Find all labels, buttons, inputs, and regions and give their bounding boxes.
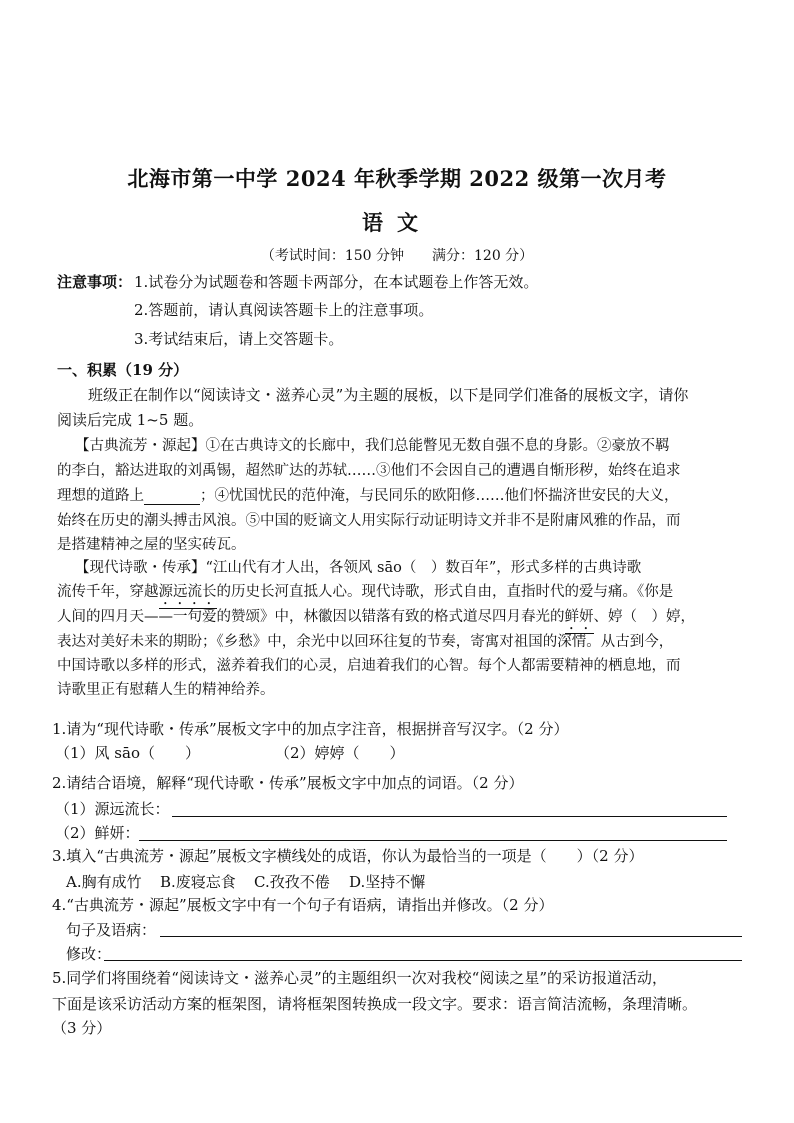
classic-line-1: 【古典流芳・源起】①在古典诗文的长廊中，我们总能瞥见无数自强不息的身影。②豪放不羁 [75, 438, 670, 454]
section-heading: 一、积累（19 分） [57, 361, 189, 379]
modern-line-3b: 、婷（ ）婷， [593, 609, 695, 625]
classic-line-3a: 理想的道路上 [57, 488, 144, 504]
modern-line-2b: 的历史长河直抵人心。现代诗歌，形式自由，直指时代的爱与痛。《你是 [216, 584, 674, 600]
q3-option-d[interactable]: D.坚持不懈 [349, 873, 426, 891]
modern-line-6: 诗歌里正有慰藉人生的精神给养。 [57, 682, 275, 698]
note-item-2: 2.答题前，请认真阅读答题卡上的注意事项。 [134, 301, 434, 319]
modern-line-3a: 人间的四月天——一句爱的赞颂》中，林徽因以错落有致的格式道尽四月春光的 [57, 609, 565, 625]
exam-title: 北海市第一中学 2024 年秋季学期 2022 级第一次月考 [127, 166, 667, 191]
note-item-1: 1.试卷分为试题卷和答题卡两部分，在本试题卷上作答无效。 [134, 273, 539, 291]
classic-line-4: 始终在历史的潮头搏击风浪。⑤中国的贬谪文人用实际行动证明诗文并非不是附庸风雅的作品，而 [57, 513, 681, 529]
q5-line-2: 下面是该采访活动方案的框架图，请将框架图转换成一段文字。要求：语言简洁流畅，条理清晰。 [52, 995, 698, 1013]
q4-answer-line-a[interactable] [160, 936, 742, 937]
q4-label-a: 句子及语病： [66, 921, 157, 939]
subject-title: 语文 [362, 210, 432, 235]
q3-option-b[interactable]: B.废寝忘食 [160, 873, 236, 891]
q1-stem: 1.请为“现代诗歌・传承”展板文字中的加点字注音，根据拼音写汉字。（2 分） [52, 720, 569, 738]
q2-answer-line-b[interactable] [139, 840, 727, 841]
q4-answer-line-b[interactable] [104, 960, 742, 961]
q3-option-c[interactable]: C.孜孜不倦 [254, 873, 330, 891]
classic-line-3 [57, 484, 679, 505]
section-intro-line2: 阅读后完成 1~5 题。 [57, 411, 204, 429]
modern-line-1: 【现代诗歌・传承】“江山代有才人出，各领风 sāo（ ）数百年”，形式多样的古典诗歌 [75, 560, 642, 576]
idiom-blank[interactable] [144, 488, 200, 505]
q4-label-b: 修改： [66, 945, 112, 963]
q1-answer-b[interactable]: （2）婷婷（ ） [275, 744, 405, 762]
q5-line-3: （3 分） [52, 1019, 112, 1037]
q2-stem: 2.请结合语境，解释“现代诗歌・传承”展板文字中加点的词语。（2 分） [52, 774, 524, 792]
q5-line-1: 5.同学们将围绕着“阅读诗文・滋养心灵”的主题组织一次对我校“阅读之星”的采访报道活动， [52, 969, 667, 987]
modern-line-4: 表达对美好未来的期盼；《乡愁》中，余光中以回环往复的节奏，寄寓对祖国的深情。从古到今， [57, 634, 674, 650]
section-intro-line1: 班级正在制作以“阅读诗文・滋养心灵”为主题的展板，以下是同学们准备的展板文字，请你 [88, 386, 689, 404]
classic-line-2: 的李白，豁达进取的刘禹锡，超然旷达的苏轼……③他们不会因自己的遭遇自惭形秽，始终在追求 [57, 463, 681, 479]
notes-label: 注意事项： [57, 273, 133, 291]
q2-label-a: （1）源远流长： [55, 800, 170, 818]
dotted-term-xianyan: 鲜妍 [565, 605, 594, 634]
q1-answer-a[interactable]: （1）风 sāo（ ） [55, 744, 200, 762]
q2-label-b: （2）鲜妍： [55, 824, 140, 842]
modern-line-5: 中国诗歌以多样的形式，滋养着我们的心灵，启迪着我们的心智。每个人都需要精神的栖息地，而 [57, 658, 681, 674]
note-item-3: 3.考试结束后，请上交答题卡。 [134, 330, 344, 348]
modern-line-2a: 流传千年，穿越 [57, 584, 159, 600]
classic-line-3b: ；④忧国忧民的范仲淹，与民同乐的欧阳修……他们怀揣济世安民的大义， [200, 488, 679, 504]
q4-stem: 4.“古典流芳・源起”展板文字中有一个句子有语病，请指出并修改。（2 分） [52, 896, 554, 914]
dotted-term-source: 源远流长 [159, 580, 217, 609]
q2-answer-line-a[interactable] [172, 816, 727, 817]
exam-info: （考试时间：150 分钟 满分：120 分） [260, 248, 534, 264]
q3-option-a[interactable]: A.胸有成竹 [66, 873, 142, 891]
classic-line-5: 是搭建精神之屋的坚实砖瓦。 [57, 537, 246, 553]
q3-stem: 3.填入“古典流芳・源起”展板文字横线处的成语，你认为最恰当的一项是（ ）（2 分） [52, 847, 644, 865]
